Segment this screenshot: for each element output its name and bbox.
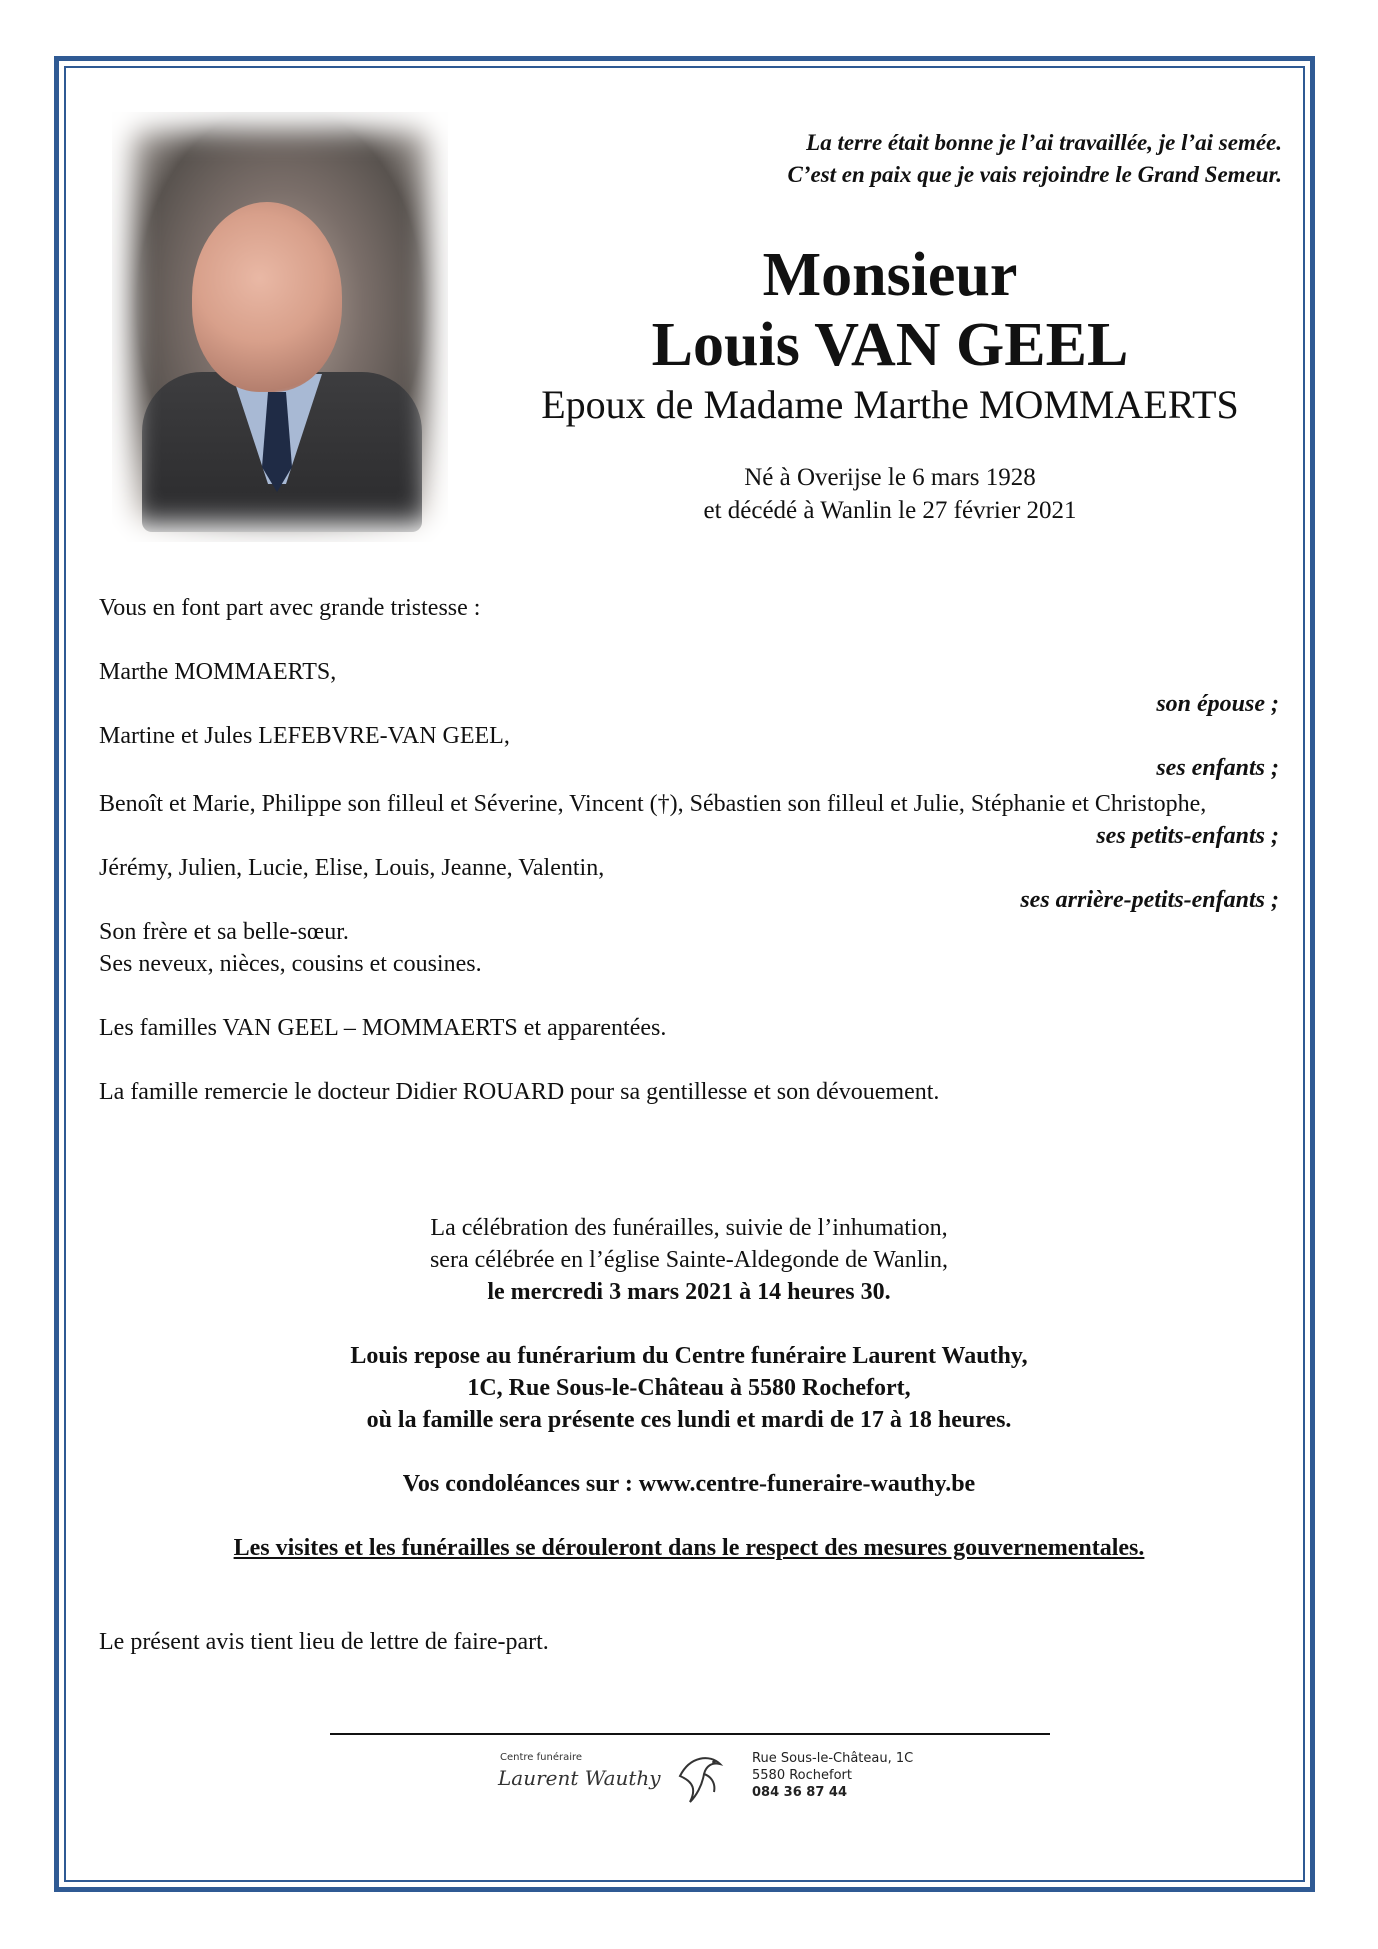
- divider-line: [330, 1733, 1050, 1735]
- ceremony-datetime: le mercredi 3 mars 2021 à 14 heures 30.: [487, 1279, 891, 1305]
- family-entry: [99, 852, 1279, 916]
- measures-line: Les visites et les funérailles se dérouleront dans le respect des mesures gouvernementales.: [233, 1535, 1145, 1561]
- family-names: Marthe MOMMAERTS,: [99, 659, 337, 685]
- address-street: Rue Sous-le-Château, 1C: [752, 1751, 914, 1766]
- address-city: 5580 Rochefort: [752, 1768, 852, 1783]
- portrait-tie: [262, 392, 292, 492]
- family-relation: ses enfants ;: [1156, 755, 1279, 781]
- bird-emblem-icon: [670, 1746, 730, 1806]
- death-line: et décédé à Wanlin le 27 février 2021: [703, 497, 1077, 524]
- family-names: Benoît et Marie, Philippe son filleul et Séverine, Vincent (†), Sébastien son filleul et Julie, Stéphanie et Christophe,: [99, 791, 1207, 817]
- poem-line-1: La terre était bonne je l’ai travaillée, je l’ai semée.: [806, 130, 1282, 155]
- family-entry: [99, 656, 1279, 720]
- funeral-home-logo: [490, 1740, 930, 1810]
- logo-script-text: Laurent Wauthy: [498, 1766, 661, 1790]
- deceased-name: Louis VAN GEEL: [651, 311, 1129, 379]
- logo-address: [752, 1750, 913, 1801]
- poem: [582, 127, 1282, 191]
- poem-line-2: C’est en paix que je vais rejoindre le Grand Semeur.: [787, 162, 1282, 187]
- family-names: Jérémy, Julien, Lucie, Elise, Louis, Jeanne, Valentin,: [99, 855, 605, 881]
- family-names: Martine et Jules LEFEBVRE-VAN GEEL,: [99, 723, 510, 749]
- life-dates: [470, 461, 1310, 527]
- ceremony-line-2: sera célébrée en l’église Sainte-Aldegonde de Wanlin,: [429, 1247, 949, 1273]
- deceased-heading: [470, 240, 1310, 430]
- address-phone: 084 36 87 44: [752, 1785, 847, 1800]
- footnote: Le présent avis tient lieu de lettre de faire-part.: [99, 1629, 549, 1655]
- family-entry: [99, 720, 1279, 784]
- logo-small-text: Centre funéraire: [500, 1752, 583, 1763]
- ceremony-details: [99, 1212, 1279, 1564]
- portrait-jacket: [142, 372, 422, 532]
- condolences-line: Vos condoléances sur : www.centre-funeraire-wauthy.be: [402, 1471, 976, 1497]
- honorific: Monsieur: [762, 241, 1018, 309]
- birth-line: Né à Overijse le 6 mars 1928: [744, 464, 1036, 491]
- siblings-line: Son frère et sa belle-sœur.: [99, 919, 349, 945]
- thanks-line: La famille remercie le docteur Didier ROUARD pour sa gentillesse et son dévouement.: [99, 1079, 940, 1105]
- repose-line-1: Louis repose au funérarium du Centre funéraire Laurent Wauthy,: [350, 1343, 1028, 1369]
- repose-line-3: où la famille sera présente ces lundi et mardi de 17 à 18 heures.: [366, 1407, 1012, 1433]
- portrait-face: [192, 202, 342, 392]
- repose-line-2: 1C, Rue Sous-le-Château à 5580 Rochefort,: [467, 1375, 911, 1401]
- relatives-line: Ses neveux, nièces, cousins et cousines.: [99, 951, 482, 977]
- portrait-shirt: [232, 374, 322, 484]
- family-relation: ses petits-enfants ;: [1096, 823, 1279, 849]
- family-entry: [99, 788, 1279, 852]
- portrait-photo: [112, 112, 448, 542]
- spouse-line: Epoux de Madame Marthe MOMMAERTS: [541, 382, 1239, 427]
- intro-line: Vous en font part avec grande tristesse :: [99, 595, 481, 621]
- families-line: Les familles VAN GEEL – MOMMAERTS et apparentées.: [99, 1015, 667, 1041]
- family-relation: son épouse ;: [1156, 691, 1279, 717]
- family-relation: ses arrière-petits-enfants ;: [1020, 887, 1279, 913]
- ceremony-line-1: La célébration des funérailles, suivie de l’inhumation,: [430, 1215, 948, 1241]
- announcement-body: [99, 592, 1279, 1108]
